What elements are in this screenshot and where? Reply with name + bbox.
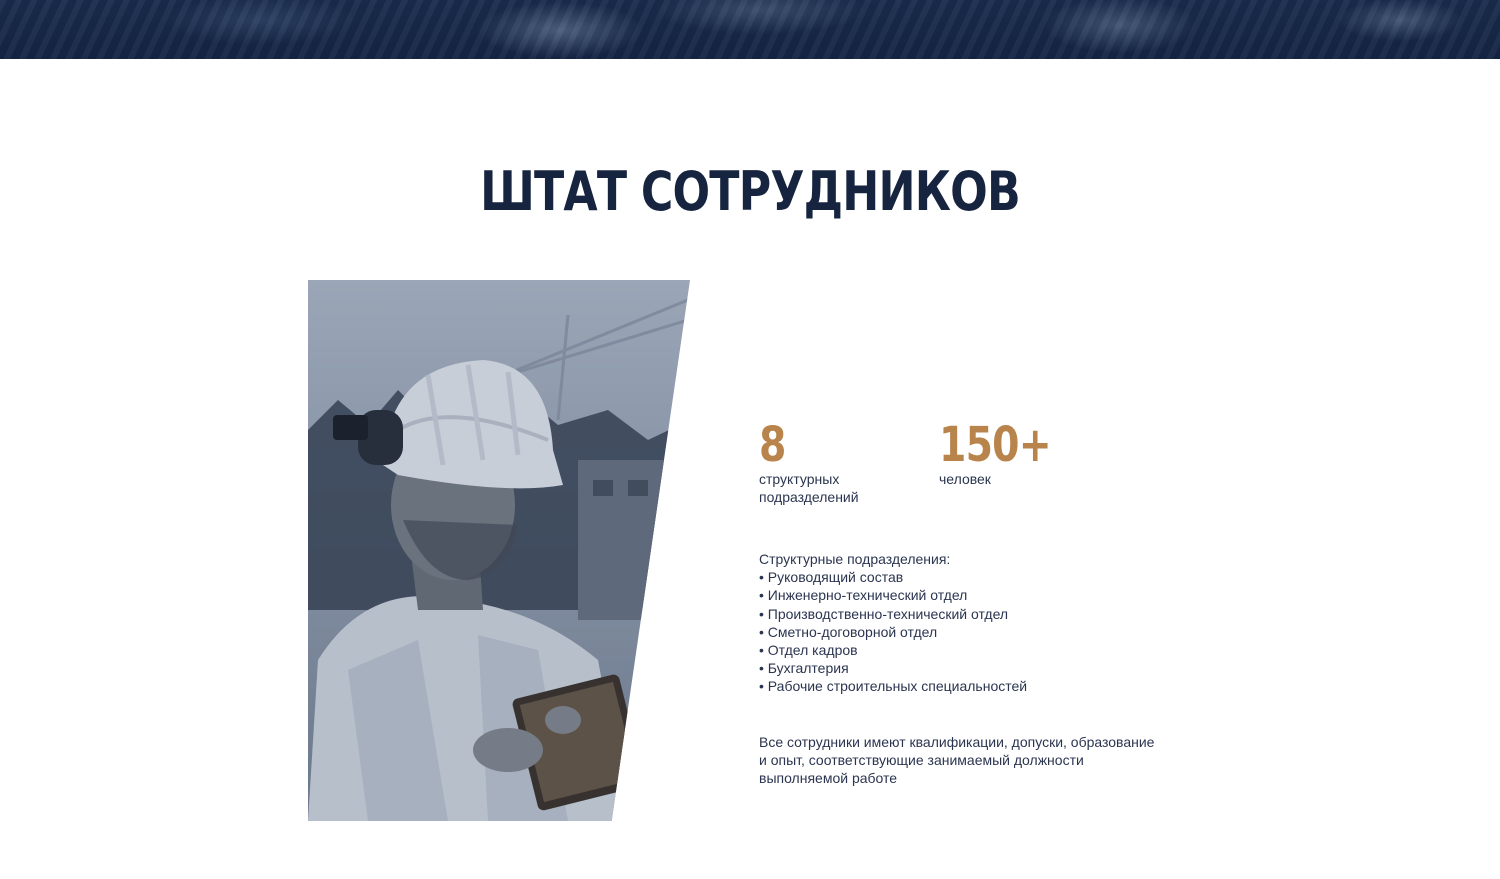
note-line: выполняемой работе (759, 770, 898, 787)
stat-label-line: подразделений (759, 489, 859, 505)
worker-photo (308, 280, 690, 821)
stat-people (939, 417, 1075, 488)
departments-list (759, 550, 1219, 696)
note-line: Все сотрудники имеют квалификации, допуски, образование (759, 734, 1155, 750)
page-title: ШТАТ СОТРУДНИКОВ (480, 160, 1020, 223)
stat-departments (759, 417, 889, 506)
department-item: • Производственно-технический отдел (759, 605, 1009, 622)
stat-number: 150+ (939, 417, 1051, 473)
department-item: • Руководящий состав (759, 569, 904, 586)
department-item: • Бухгалтерия (759, 660, 849, 677)
banner-texture (0, 0, 1500, 59)
qualification-note (759, 733, 1209, 788)
department-item: • Рабочие строительных специальностей (759, 678, 1028, 695)
stat-label (759, 470, 889, 506)
stat-label-line: структурных (759, 471, 840, 487)
top-banner-image (0, 0, 1500, 59)
department-item: • Отдел кадров (759, 642, 858, 659)
departments-heading: Структурные подразделения: (759, 551, 951, 567)
stat-number: 8 (759, 417, 786, 473)
note-line: и опыт, соответствующие занимаемый должности (759, 752, 1084, 769)
department-item: • Сметно-договорной отдел (759, 623, 938, 640)
stat-label-line: человек (939, 471, 991, 487)
department-item: • Инженерно-технический отдел (759, 587, 968, 604)
departments-items (759, 568, 1219, 695)
